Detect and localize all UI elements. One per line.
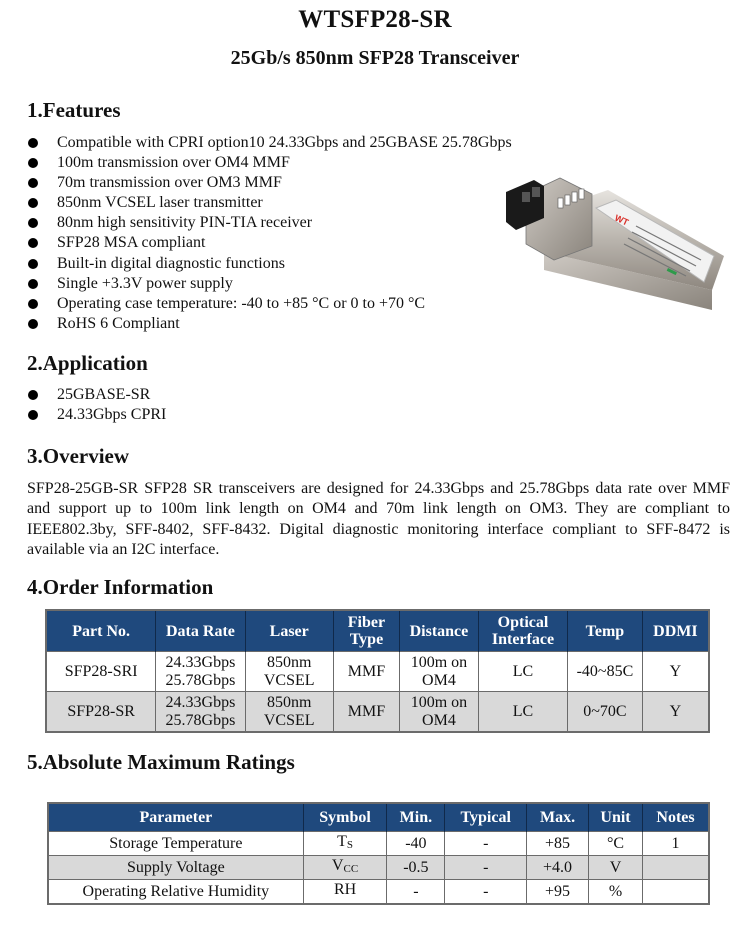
feature-item: Single +3.3V power supply [27, 274, 512, 294]
document-subtitle: 25Gb/s 850nm SFP28 Transceiver [230, 47, 520, 69]
feature-item: Compatible with CPRI option10 24.33Gbps and 25GBASE 25.78Gbps [27, 133, 512, 153]
order-heading: 4.Order Information [27, 575, 214, 599]
bullet-icon [28, 158, 38, 168]
part-no: SFP28-SRI [46, 652, 156, 692]
lc-port-right [532, 187, 540, 197]
order-row [46, 652, 709, 692]
laser: 850nm VCSEL [245, 652, 333, 692]
parameter: Operating Relative Humidity [48, 880, 303, 905]
col-max: Max. [527, 803, 589, 832]
parameter: Storage Temperature [48, 832, 303, 856]
brand-logo: WT [613, 212, 631, 228]
data-rate: 24.33Gbps 25.78Gbps [156, 692, 245, 733]
fiber-type: MMF [333, 652, 399, 692]
bullet-icon [28, 410, 38, 420]
optical-interface: LC [478, 652, 567, 692]
features-heading: 1.Features [27, 98, 121, 122]
max: +85 [527, 832, 589, 856]
feature-item: Operating case temperature: -40 to +85 °C or 0 to +70 °C [27, 294, 512, 314]
bullet-icon [28, 319, 38, 329]
parameter: Supply Voltage [48, 856, 303, 880]
bullet-icon [28, 218, 38, 228]
bullet-icon [28, 390, 38, 400]
overview-heading: 3.Overview [27, 444, 130, 468]
max: +4.0 [527, 856, 589, 880]
ratings-heading: 5.Absolute Maximum Ratings [27, 750, 295, 774]
application-item: 25GBASE-SR [27, 385, 166, 405]
notes [643, 880, 709, 905]
ratings-table [47, 802, 710, 905]
temp: -40~85C [568, 652, 643, 692]
unit: V [589, 856, 643, 880]
col-min: Min. [387, 803, 445, 832]
application-list [27, 385, 166, 425]
typical: - [445, 832, 527, 856]
lc-port-left [522, 192, 530, 202]
typical: - [445, 856, 527, 880]
feature-item: 850nm VCSEL laser transmitter [27, 193, 512, 213]
bullet-icon [28, 178, 38, 188]
feature-item: 70m transmission over OM3 MMF [27, 173, 512, 193]
ratings-row [48, 880, 709, 905]
feature-item: SFP28 MSA compliant [27, 233, 512, 253]
bullet-icon [28, 138, 38, 148]
symbol: RH [303, 880, 387, 905]
document-title: WTSFP28-SR [298, 6, 452, 33]
notes [643, 856, 709, 880]
ratings-row [48, 856, 709, 880]
col-ddmi: DDMI [642, 610, 709, 652]
col-laser: Laser [245, 610, 333, 652]
feature-item: 100m transmission over OM4 MMF [27, 153, 512, 173]
bullet-icon [28, 259, 38, 269]
bullet-icon [28, 198, 38, 208]
feature-item: 80nm high sensitivity PIN-TIA receiver [27, 213, 512, 233]
col-symbol: Symbol [303, 803, 387, 832]
col-data-rate: Data Rate [156, 610, 245, 652]
order-table-header [46, 610, 709, 652]
feature-item: Built-in digital diagnostic functions [27, 254, 512, 274]
min: -0.5 [387, 856, 445, 880]
application-heading: 2.Application [27, 351, 148, 375]
data-rate: 24.33Gbps 25.78Gbps [156, 652, 245, 692]
max: +95 [527, 880, 589, 905]
part-no: SFP28-SR [46, 692, 156, 733]
unit: % [589, 880, 643, 905]
bullet-icon [28, 238, 38, 248]
order-row [46, 692, 709, 733]
feature-item: RoHS 6 Compliant [27, 314, 512, 334]
temp: 0~70C [568, 692, 643, 733]
optical-interface: LC [478, 692, 567, 733]
ddmi: Y [642, 692, 709, 733]
fiber-type: MMF [333, 692, 399, 733]
application-item: 24.33Gbps CPRI [27, 405, 166, 425]
col-fiber-type: Fiber Type [333, 610, 399, 652]
min: - [387, 880, 445, 905]
ratings-table-header [48, 803, 709, 832]
col-temp: Temp [568, 610, 643, 652]
col-part-no: Part No. [46, 610, 156, 652]
col-typical: Typical [445, 803, 527, 832]
unit: °C [589, 832, 643, 856]
bullet-icon [28, 279, 38, 289]
symbol: $V_{CC}$ [303, 856, 387, 880]
order-table [45, 609, 710, 733]
col-unit: Unit [589, 803, 643, 832]
ratings-row [48, 832, 709, 856]
col-distance: Distance [400, 610, 479, 652]
col-parameter: Parameter [48, 803, 303, 832]
product-image [496, 160, 736, 320]
symbol: $T_S$ [303, 832, 387, 856]
overview-paragraph: SFP28-25GB-SR SFP28 SR transceivers are designed for 24.33Gbps and 25.78Gbps data rate over MMF and support up to 100m link length on OM4 and 70m link length on OM3. They are compliant to IEEE802.3by, SFF-8402, SFF-8432. Digital diagnostic monitoring interface compliant to SFF-8472 is available via an I2C interface. [27, 480, 730, 558]
features-list [27, 133, 512, 334]
distance: 100m on OM4 [400, 652, 479, 692]
bullet-icon [28, 299, 38, 309]
notes: 1 [643, 832, 709, 856]
min: -40 [387, 832, 445, 856]
typical: - [445, 880, 527, 905]
ddmi: Y [642, 652, 709, 692]
distance: 100m on OM4 [400, 692, 479, 733]
col-notes: Notes [643, 803, 709, 832]
col-optical-interface: Optical Interface [478, 610, 567, 652]
laser: 850nm VCSEL [245, 692, 333, 733]
